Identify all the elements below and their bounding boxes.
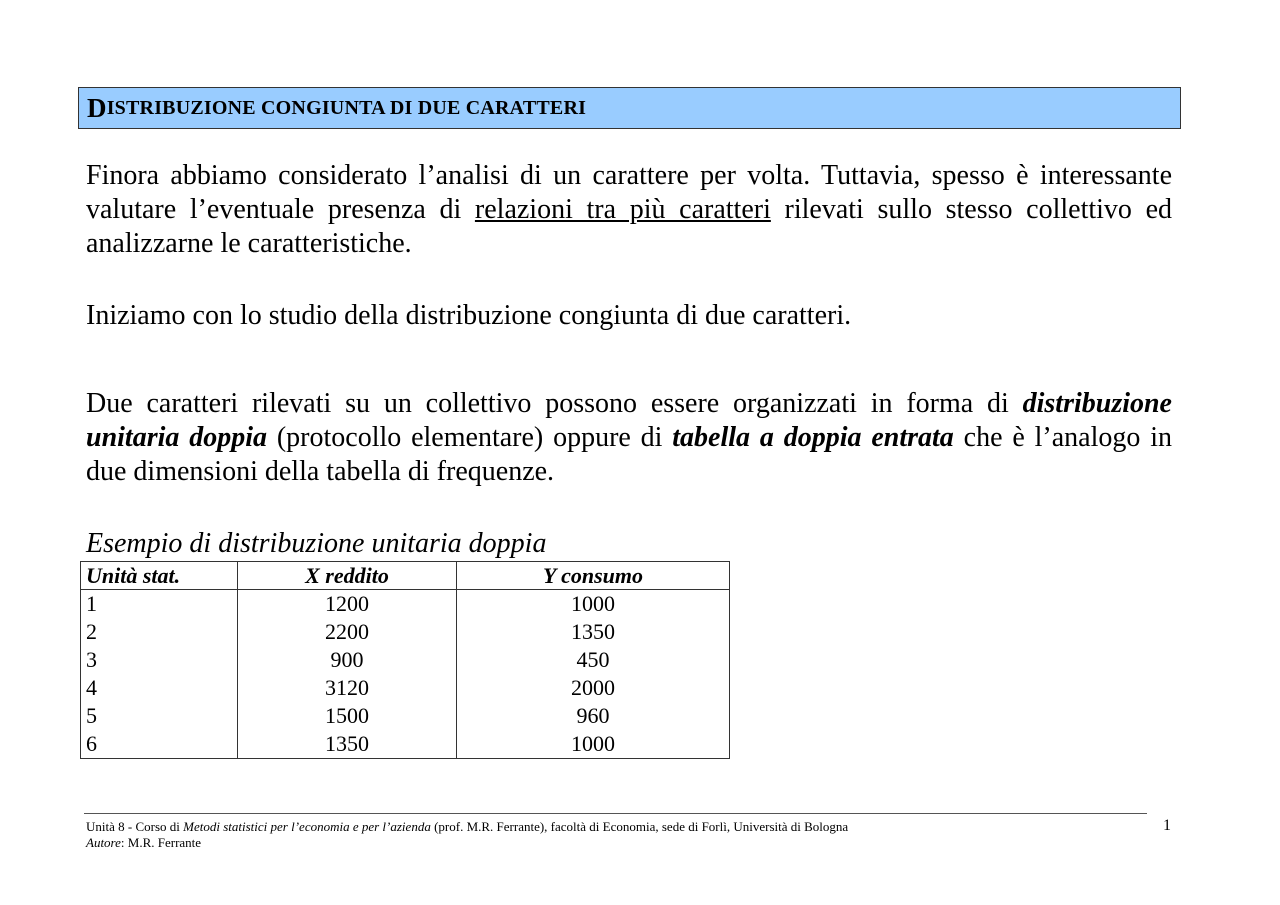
footer-author: : M.R. Ferrante <box>120 835 202 850</box>
header-y-consumo: Y consumo <box>457 562 730 590</box>
table-header-row <box>81 562 730 590</box>
footer-author-line <box>86 835 848 851</box>
table-row <box>81 674 730 702</box>
header-unit: Unità stat. <box>81 562 238 590</box>
data-table <box>80 561 730 759</box>
cell-x: 2200 <box>238 618 457 646</box>
organization-text-3: che è l’analogo in due dimensioni della tabella di frequenze. <box>86 422 1172 487</box>
organization-text-1: Due caratteri rilevati su un collettivo possono essere organizzati in forma di <box>86 388 1023 419</box>
cell-x: 1200 <box>238 590 457 619</box>
study-paragraph: Iniziamo con lo studio della distribuzione congiunta di due caratteri. <box>86 300 852 331</box>
cell-unit: 2 <box>81 618 238 646</box>
cell-unit: 3 <box>81 646 238 674</box>
term-tabella-doppia-entrata: tabella a doppia entrata <box>672 422 954 453</box>
cell-y: 1350 <box>457 618 730 646</box>
cell-unit: 6 <box>81 730 238 759</box>
table-row <box>81 618 730 646</box>
footer-author-label: Autore <box>86 835 121 850</box>
organization-paragraph <box>86 387 1172 489</box>
footer <box>86 819 848 851</box>
cell-unit: 4 <box>81 674 238 702</box>
section-title-text: ISTRIBUZIONE CONGIUNTA DI DUE CARATTERI <box>106 96 587 119</box>
cell-x: 1350 <box>238 730 457 759</box>
page-number: 1 <box>1163 817 1171 834</box>
cell-y: 1000 <box>457 590 730 619</box>
intro-underlined-phrase: relazioni tra più caratteri <box>474 194 771 225</box>
footer-course-line <box>86 819 848 835</box>
cell-unit: 5 <box>81 702 238 730</box>
section-title-initial: D <box>87 92 107 123</box>
cell-unit: 1 <box>81 590 238 619</box>
intro-text-start: Finora abbiamo considerato l’analisi di un carattere per volta. Tuttavia, spesso è interessante valutare l’eventuale presenza di <box>86 160 1172 225</box>
table-caption: Esempio di distribuzione unitaria doppia <box>86 528 547 559</box>
organization-text-2: (protocollo elementare) oppure di <box>267 422 673 453</box>
term-distribuzione-unitaria-doppia: distribuzione unitaria doppia <box>86 388 1172 453</box>
cell-y: 450 <box>457 646 730 674</box>
table-row <box>81 730 730 759</box>
footer-divider <box>84 813 1147 814</box>
cell-x: 1500 <box>238 702 457 730</box>
table-row <box>81 590 730 619</box>
table-row <box>81 702 730 730</box>
footer-unit: Unità 8 - Corso di <box>86 819 184 834</box>
table-row <box>81 646 730 674</box>
section-title <box>78 87 1181 129</box>
cell-y: 2000 <box>457 674 730 702</box>
cell-x: 900 <box>238 646 457 674</box>
cell-x: 3120 <box>238 674 457 702</box>
footer-course-title: Metodi statistici per l’economia e per l’azienda <box>183 819 431 834</box>
intro-text-end: rilevati sullo stesso collettivo ed analizzarne le caratteristiche. <box>86 194 1173 259</box>
header-x-reddito: X reddito <box>238 562 457 590</box>
cell-y: 960 <box>457 702 730 730</box>
cell-y: 1000 <box>457 730 730 759</box>
intro-paragraph <box>86 159 1172 261</box>
footer-institution: (prof. M.R. Ferrante), facoltà di Economia, sede di Forlì, Università di Bologna <box>430 819 849 834</box>
